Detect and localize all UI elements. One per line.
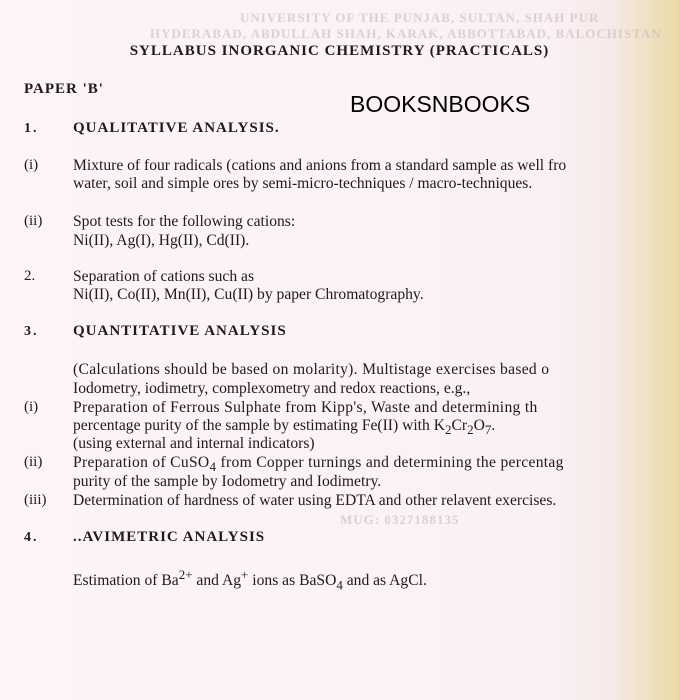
item-text: (using external and internal indicators) (73, 435, 315, 452)
item-text: Determination of hardness of water using EDTA and other relavent exercises. (73, 492, 557, 509)
section-number: 4. (24, 530, 39, 545)
watermark: BOOKSNBOOKS (350, 91, 531, 117)
section-heading: ..AVIMETRIC ANALYSIS (73, 529, 266, 545)
item-text: purity of the sample by Iodometry and Iodimetry. (73, 473, 382, 490)
item-text: Preparation of Ferrous Sulphate from Kipp's, Waste and determining th (73, 399, 538, 416)
item-text: Ni(II), Ag(I), Hg(II), Cd(II). (73, 232, 250, 249)
section-number: 2. (24, 268, 36, 284)
item-marker: (ii) (24, 213, 43, 229)
item-text: Estimation of $Ba^{2+}$ and Ag+ ions as BaSO$_4$ and as AgCl. (73, 567, 427, 593)
item-marker: (i) (24, 399, 39, 415)
item-marker: (ii) (24, 454, 43, 470)
section-heading: QUALITATIVE ANALYSIS. (73, 120, 280, 136)
paper-label: PAPER 'B' (24, 81, 104, 97)
item-marker: (iii) (24, 492, 47, 508)
bleed-through-text: UNIVERSITY OF THE PUNJAB, SULTAN, SHAH PUR (240, 10, 600, 25)
section-heading: QUANTITATIVE ANALYSIS (73, 323, 287, 339)
item-text: Mixture of four radicals (cations and anions from a standard sample as well fro (73, 157, 567, 174)
item-text: Spot tests for the following cations: (73, 213, 296, 230)
item-text: water, soil and simple ores by semi-micro-techniques / macro-techniques. (73, 175, 533, 192)
item-marker: (i) (24, 157, 39, 173)
paragraph-text: (Calculations should be based on molarity). Multistage exercises based o (73, 361, 550, 378)
section-number: 1. (24, 121, 39, 136)
item-text: Ni(II), Co(II), Mn(II), Cu(II) by paper Chromatography. (73, 286, 424, 303)
bleed-through-text: MUG: 0327188135 (340, 512, 460, 527)
section-number: 3. (24, 324, 39, 339)
paragraph-text: Iodometry, iodimetry, complexometry and redox reactions, e.g., (73, 380, 471, 397)
bleed-through-text: HYDERABAD, ABDULLAH SHAH, KARAK, ABBOTTABAD, BALOCHISTAN (150, 26, 662, 41)
page-title: SYLLABUS INORGANIC CHEMISTRY (PRACTICALS) (129, 43, 550, 59)
item-text: percentage purity of the sample by estimating Fe(II) with $K_2Cr_2O_7$. (73, 417, 496, 438)
item-text: Separation of cations such as (73, 268, 255, 285)
item-text: Preparation of CuSO$_4$ from Copper turnings and determining the percentag (73, 454, 564, 475)
